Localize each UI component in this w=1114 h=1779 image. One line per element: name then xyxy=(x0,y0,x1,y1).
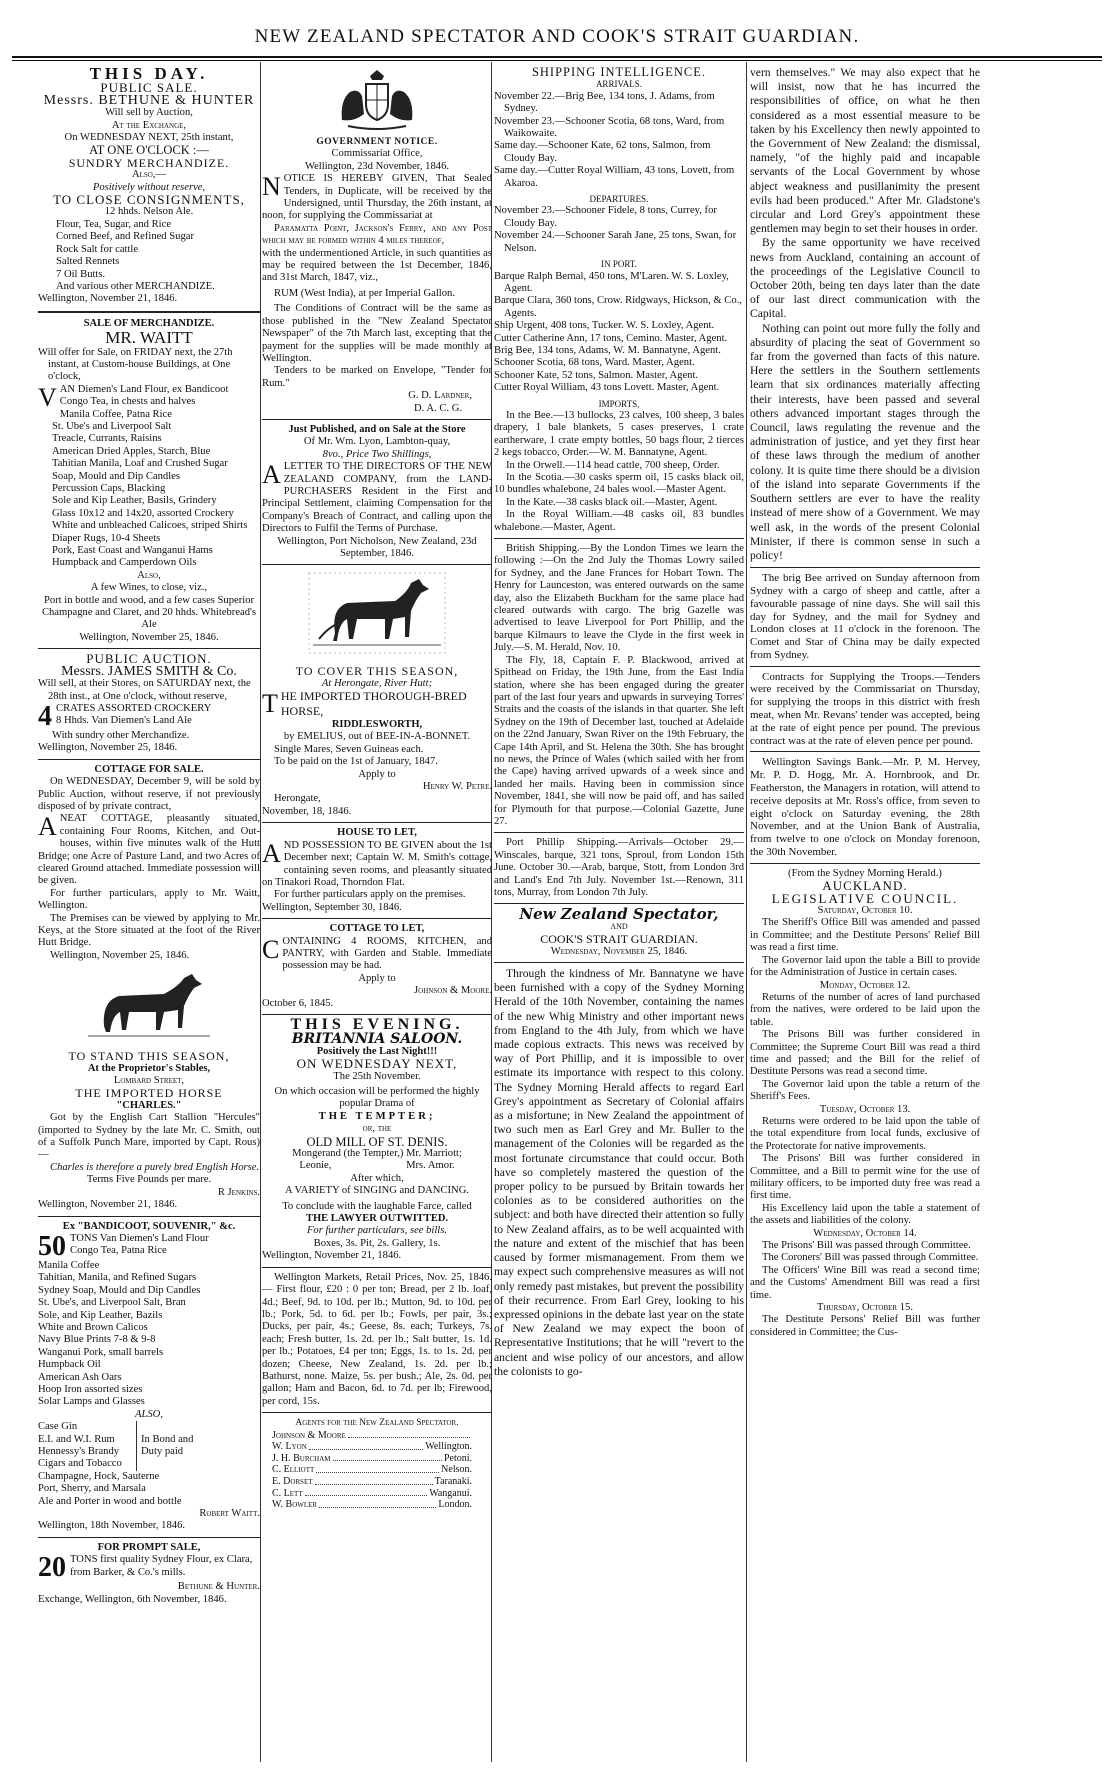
section-heading: LEGISLATIVE COUNCIL. xyxy=(771,890,959,906)
ad-text: 8 Hhds. Van Diemen's Land Ale xyxy=(56,715,192,727)
ad-text: Also,— xyxy=(131,169,167,181)
ad-text: Duty paid xyxy=(141,1446,184,1457)
goods-item: White and Brown Calicos xyxy=(38,1321,148,1333)
divider xyxy=(494,832,744,833)
ad-text: Herongate, xyxy=(274,793,321,805)
ad-text: Also, xyxy=(137,569,161,581)
ad-heading: COTTAGE TO LET, xyxy=(329,923,425,935)
shipping-entry: In the Orwell.—114 head cattle, 700 sheep, Order. xyxy=(506,459,720,471)
ad-text: Charles is therefore a purely bred English Horse. xyxy=(50,1161,260,1173)
ad-text: On which occasion will be performed the highly popular Drama of xyxy=(274,1086,480,1110)
agent-row: E. Dorset Taranaki. xyxy=(272,1475,472,1487)
divider xyxy=(494,903,744,904)
goods-item: St. Ube's, and Liverpool Salt, Bran xyxy=(38,1297,186,1309)
date-line: October 6, 1845. xyxy=(262,997,334,1009)
ad-heading: FOR PROMPT SALE, xyxy=(97,1541,201,1553)
divider xyxy=(750,666,980,667)
ad-text: or, the xyxy=(362,1123,392,1135)
goods-item: White and unbleached Calicoes, striped Shirts xyxy=(52,520,248,532)
horse-illustration xyxy=(84,966,214,1046)
goods-item: Soap, Mould and Dip Candles xyxy=(52,470,180,482)
agent-row: C. Lett Wanganui. xyxy=(272,1487,472,1499)
drop-number: 50 xyxy=(38,1230,66,1262)
divider xyxy=(750,751,980,752)
date-line: Wellington, 18th November, 1846. xyxy=(38,1520,186,1532)
divider xyxy=(750,863,980,864)
masthead: NEW ZEALAND SPECTATOR AND COOK'S STRAIT GUARDIAN. xyxy=(254,26,860,47)
council-paragraph: The Governor laid upon the table a return of the Sheriff's Fees. xyxy=(750,1078,980,1103)
paper-title: New Zealand Spectator, xyxy=(519,905,719,924)
ad-text: Will sell, at their Stores, on SATURDAY next, the 28th inst., at One o'clock, without reserve, xyxy=(38,678,251,702)
ad-text: THE IMPORTED HORSE xyxy=(75,1086,223,1101)
ad-text: A few Wines, to close, viz., xyxy=(90,582,208,594)
ad-text: Leonie, xyxy=(299,1160,332,1172)
ad-text: AT ONE O'CLOCK :— xyxy=(89,143,209,158)
day-heading: Wednesday, October 14. xyxy=(813,1227,917,1239)
goods-item: Tahitian Manila, Loaf and Crushed Sugar xyxy=(52,458,228,470)
signature: D. A. C. G. xyxy=(414,402,462,414)
subheading: DEPARTURES. xyxy=(589,194,649,205)
ad-text: ONTAINING 4 ROOMS, KITCHEN, and PANTRY, with Garden and Stable. Immediate possession may be had. xyxy=(282,935,492,972)
ad-heading: TO STAND THIS SEASON, xyxy=(68,1049,230,1064)
date-line: Wellington, November 21, 1846. xyxy=(38,1199,178,1211)
ad-text: OTICE IS HEREBY GIVEN, That Sealed Tenders, in Duplicate, will be received by the Undersigned, until Thursday, the 26th instant, at noon, for supplying the Commissariat at xyxy=(262,173,492,222)
divider xyxy=(494,962,744,963)
ad-text: OLD MILL OF ST. DENIS. xyxy=(306,1134,448,1149)
council-paragraph: The Prisons' Bill was further considered in Committee, and a Bill to permit wine for the use of military officers, to be imported duty free was read a first time. xyxy=(750,1153,980,1202)
goods-item: Corned Beef, and Refined Sugar xyxy=(56,231,194,243)
drop-cap: V xyxy=(38,382,57,412)
ad-text: A VARIETY of SINGING and DANCING. xyxy=(284,1185,469,1197)
ad-text: Mongerand (the Tempter,) Mr. Marriott; xyxy=(292,1148,462,1160)
goods-item: Flour, Tea, Sugar, and Rice xyxy=(56,218,172,230)
divider xyxy=(262,918,492,919)
shipping-entry: Schooner Scotia, 68 tons, Ward. Master, Agent. xyxy=(494,357,695,369)
horse-name: "CHARLES." xyxy=(116,1099,182,1111)
council-paragraph: The Governor laid upon the table a Bill to provide for the Administration of Justice in certain cases. xyxy=(750,954,980,979)
ad-text: The Premises can be viewed by applying to Mr. Keys, at the Store situated at the foot of the River Hutt Bridge. xyxy=(38,912,260,949)
shipping-entry: Brig Bee, 134 tons, Adams, W. M. Bannatyne, Agent. xyxy=(494,344,721,356)
farce-title: THE LAWYER OUTWITTED. xyxy=(305,1213,449,1225)
day-heading: Monday, October 12. xyxy=(819,979,911,991)
paper-subtitle: COOK'S STRAIT GUARDIAN. xyxy=(540,932,698,947)
goods-item: Congo Tea, Patna Rice xyxy=(70,1245,167,1257)
goods-item: Ale and Porter in wood and bottle xyxy=(38,1495,182,1507)
news-paragraph: The Fly, 18, Captain F. P. Blackwood, arrived at Spithead on Friday, the 19th June, from the East India station, where she has been engaged during the greater part of the last four years and upwards in surveying Torres' Straits and the coasts of the islands in that quarter. She left Sydney on the 19th of December last, touched at Adelaide on the 22nd January, Swan River on the 19th February, the Cape 14th April, and St. Helena the 30th. She has brought no news, the Prince of Wales (which sailed with her from the Cape) having arrived upwards of a week since and landed her mails. Having been in commission since November, 1841, she will now be paid off, and has sailed for Plymouth for that purpose.—Colonial Gazette, June 27. xyxy=(494,654,744,827)
ad-text: ND POSSESSION TO BE GIVEN about the 1st December next; Captain W. M. Smith's cottage, containing seven rooms, and pleasantly situated on Tinakori Road, Thorndon Flat. xyxy=(262,839,492,888)
shipping-entry: In the Bee.—13 bullocks, 23 calves, 100 sheep, 3 bales drapery, 1 bale blankets, 5 cases preserves, 1 crate eartherware, 1 crate empty bottles, 50 bags flour, 2 tierces 2 kegs tobacco, Order.—W. M. Bannatyne, Agent. xyxy=(494,409,744,459)
ad-heading: Agents for the New Zealand Spectator. xyxy=(295,1418,459,1429)
ad-heading: COTTAGE FOR SALE. xyxy=(94,763,204,775)
goods-item: Percussion Caps, Blacking xyxy=(52,483,166,494)
market-prices: Wellington Markets, Retail Prices, Nov. 25, 1846. — First flour, £20 : 0 per ton; Bread, per 2 lb. loaf, 4d.; Beef, 9d. to 10d. per lb.; Mutton, 9d. to 10d. per lb.; Pork, 5d. to 6d. per lb.; Fowls, per pair, 3s.; Ducks, per pair, 4s.; Geese, 8s. each; Turkeys, 7s. each; Fresh butter, 1s. 2d. per lb.; Salt butter, 1s. 1d. per lb.; Potatoes, £4 per ton; Eggs, 1s. to 1s. 2d. per dozen; Cheese, New Zealand, 1s. 2d. per lb.; Bathurst, none. Maize, 5s. per bush.; Ale, 2s. 0d. per gallon; Ham and Bacon, 6d. to 7d. per lb; Firewood, per cord, 15s. xyxy=(262,1271,492,1407)
ad-heading: Just Published, and on Sale at the Store xyxy=(288,423,466,435)
goods-item: Humpback and Camperdown Oils xyxy=(52,557,197,569)
signature: Bethune & Hunter. xyxy=(177,1581,260,1593)
goods-item: Hoop Iron assorted sizes xyxy=(38,1383,143,1395)
ad-text: TO CLOSE CONSIGNMENTS, xyxy=(53,192,245,208)
divider xyxy=(38,311,260,313)
ad-text: Apply to xyxy=(358,972,396,984)
ad-text: Tenders to be marked on Envelope, "Tender for Rum." xyxy=(262,365,492,389)
goods-item: Pork, East Coast and Wanganui Hams xyxy=(52,545,213,557)
news-paragraph: Port Phillip Shipping.—Arrivals—October 29.—Winscales, barque, 321 tons, Sproul, from London 15th June. October 30.—Arab, barque, Stott, from London 3rd and Land's End 7th July. November 1st.—Renown, 311 tons, Murray, from London 7th July. xyxy=(494,837,744,898)
divider xyxy=(262,419,492,420)
goods-item: Manila Coffee, Patna Rice xyxy=(59,408,172,420)
council-paragraph: The Destitute Persons' Relief Bill was further considered in Committee; the Cus- xyxy=(750,1314,980,1338)
goods-item: American Ash Oars xyxy=(38,1371,122,1383)
column-2 xyxy=(262,66,492,1766)
paper-and: AND xyxy=(610,921,628,931)
news-paragraph: Contracts for Supplying the Troops.—Tenders were received by the Commissariat on Thursday, for supplying the troops in this district with fresh meat, when Mr. Revans' tender was accepted, being at the rate of eight pence per pound. The previous contract was at the rate of eleven pence per pound. xyxy=(750,670,980,747)
ad-text: On WEDNESDAY, December 9, will be sold by Public Auction, without reserve, if not previously disposed of by private contract, xyxy=(38,776,260,812)
shipping-entry: Ship Urgent, 408 tons, Tucker. W. S. Loxley, Agent. xyxy=(494,320,715,332)
source-note: (From the Sydney Morning Herald.) xyxy=(788,867,942,879)
divider xyxy=(750,567,980,568)
ad-text: At the Proprietor's Stables, xyxy=(87,1062,211,1074)
day-heading: Saturday, October 10. xyxy=(817,905,913,917)
signature: Robert Waitt. xyxy=(199,1508,260,1520)
ad-heading: PUBLIC AUCTION. xyxy=(86,651,212,667)
divider xyxy=(38,1216,260,1217)
goods-item: And various other MERCHANDIZE. xyxy=(56,280,215,292)
ad-text: Paramatta Point, Jackson's Ferry, and any Post which may be formed within 4 miles thereof, xyxy=(262,222,492,247)
drop-cap: N xyxy=(262,172,281,202)
goods-item: 7 Oil Butts. xyxy=(56,268,106,280)
divider xyxy=(494,538,744,539)
goods-item: E.I. and W.I. Rum xyxy=(38,1433,115,1445)
royal-arms-illustration xyxy=(332,70,422,132)
goods-item: American Dried Apples, Starch, Blue xyxy=(52,445,211,457)
divider xyxy=(262,1412,492,1413)
news-paragraph: The brig Bee arrived on Sunday afternoon from Sydney with a cargo of sheep and cattle, after a favourable passage of nine days. She will sail this day for Sydney, and the mail for Sydney and London closes at 11 o'clock in the forenoon. The Comet and Star of China may be daily expected from Sydney. xyxy=(750,572,980,661)
ad-heading: TO COVER THIS SEASON, xyxy=(295,664,459,679)
ad-text: The 25th November. xyxy=(333,1070,421,1082)
shipping-entry: Same day.—Cutter Royal William, 43 tons, Lovett, from Akaroa. xyxy=(494,165,735,189)
drop-cap: A xyxy=(262,838,281,868)
auctioneers: Messrs. BETHUNE & HUNTER xyxy=(43,92,255,108)
ad-text: RUM (West India), at per Imperial Gallon. xyxy=(274,287,455,299)
drama-title: THE TEMPTER; xyxy=(318,1110,436,1122)
shipping-entry: November 24.—Schooner Sarah Jane, 25 tons, Swan, for Nelson. xyxy=(494,230,737,254)
divider xyxy=(38,1537,260,1538)
council-paragraph: The Officers' Wine Bill was read a second time; and the Customs' Amendment Bill was read a first time. xyxy=(750,1264,980,1301)
column-divider xyxy=(746,62,747,1762)
waitt-heading: MR. WAITT xyxy=(105,328,193,348)
agent-row: W. Bowler London. xyxy=(272,1499,472,1511)
divider xyxy=(38,759,260,760)
paper-date: Wednesday, November 25, 1846. xyxy=(550,945,688,957)
signature: Johnson & Moore. xyxy=(414,985,492,997)
goods-item: Case Gin xyxy=(38,1421,78,1433)
ad-text: TONS Van Diemen's Land Flour xyxy=(70,1232,209,1244)
racehorse-illustration xyxy=(307,569,447,661)
this-day-heading: THIS DAY. xyxy=(89,66,209,83)
date-line: Wellington, November 25, 1846. xyxy=(38,742,178,754)
goods-item: Congo Tea, in chests and halves xyxy=(59,396,196,408)
goods-item: Navy Blue Prints 7-8 & 9-8 xyxy=(38,1334,156,1346)
shipping-entry: November 23.—Schooner Fidele, 8 tons, Currey, for Cloudy Bay. xyxy=(494,205,717,229)
ad-text: Will offer for Sale, on FRIDAY next, the 27th instant, at Custom-house Buildings, at One o'clock, xyxy=(38,346,233,383)
ad-text: Single Mares, Seven Guineas each. xyxy=(274,743,424,755)
goods-item: Salted Rennets xyxy=(56,256,120,268)
ad-text: AN Diemen's Land Flour, ex Bandicoot xyxy=(59,383,229,395)
date-line: Wellington, Port Nicholson, New Zealand, 23d September, 1846. xyxy=(277,535,477,559)
ad-heading: HOUSE TO LET, xyxy=(337,827,417,839)
ad-text: 12 hhds. Nelson Ale. xyxy=(104,206,194,218)
ad-text: To be paid on the 1st of January, 1847. xyxy=(274,756,438,768)
shipping-entry: In the Royal William.—48 casks oil, 83 bundles whalebone.—Master, Agent. xyxy=(494,509,744,533)
editorial-paragraph: Through the kindness of Mr. Bannatyne we have been furnished with a copy of the Sydney Morning Herald of the 10th November, containing the names of the new Whig Ministry and other important news from England to the 4th July, from which we have made copious extracts. This news was received by way of Port Phillip, and it is impossible to over estimate its importance with respect to this colony. The Sydney Morning Herald affects to regard Earl Grey's appointment as Secretary of Colonial affairs as a misfortune; in New Zealand the appointment of two such men as Earl Grey and Mr. Buller to the management of the Colonies will be regarded as the most fortunate circumstance that could occur. Both have so completely mastered the question of the proper policy to be pursued by Britain towards her colonies as to be considered authorities on the subject: and both have directed their attention so fully to New Zealand affairs, as to be well acquainted with the nature and extent of the mischief that has been caused by former mismanagement. From them we may expect such comprehensive measures as will not only remedy past mistakes, but prevent the possibility of their recurrence. From Earl Grey, looking to his expressed opinions in the debate last year on the state of New Zealand we may expect the boon of Representative Institutions; that he will "revert to the ancient and wise policy of our ancestors, and allow the colonists to go- xyxy=(494,967,744,1378)
ad-text: Wellington, 23d November, 1846. xyxy=(304,160,450,172)
signature: Henry W. Petre. xyxy=(422,781,492,793)
smith-heading: Messrs. JAMES SMITH & Co. xyxy=(61,663,237,679)
divider xyxy=(262,1267,492,1268)
date-line: Wellington, November 25, 1846. xyxy=(79,631,219,643)
drop-cap: A xyxy=(262,460,281,490)
editorial-paragraph: By the same opportunity we have received news from Auckland, containing an account of the proceedings of the Legislative Council to October 20th, being ten days later than the date of our last direct communication with the Capital. xyxy=(750,236,980,321)
goods-item: Sole and Kip Leather, Basils, Grindery xyxy=(52,495,217,507)
date-line: Exchange, Wellington, 6th November, 1846. xyxy=(38,1593,227,1605)
drop-cap: T xyxy=(262,689,278,719)
agent-row: Johnson & Moore xyxy=(272,1430,472,1442)
divider xyxy=(262,822,492,823)
shipping-entry: In the Scotia.—30 casks sperm oil, 15 casks black oil, 10 bundles whalebone, 24 bales wool.—Master Agent. xyxy=(494,472,744,496)
signature: G. D. Lardner, xyxy=(408,390,472,402)
agent-row: W. Lyon Wellington. xyxy=(272,1441,472,1453)
ad-text: Will sell by Auction, xyxy=(105,107,193,119)
ad-text: Of Mr. Wm. Lyon, Lambton-quay, xyxy=(303,436,451,448)
ad-text: For further particulars, see bills. xyxy=(306,1225,448,1237)
council-paragraph: The Prisons Bill was further considered in Committee; the Supreme Court Bill was read a third time and passed; and the Bill for the relief of Destitute Persons was read a second time. xyxy=(750,1029,980,1078)
ad-text: LETTER TO THE DIRECTORS OF THE NEW ZEALAND COMPANY, from the LAND-PURCHASERS Resident in the First and Principal Settlement, claiming Compensation for the Company's Breach of Contract, and calling upon the Directors to Fulfil the Terms of Purchase. xyxy=(262,461,492,535)
drop-number: 20 xyxy=(38,1552,66,1584)
subheading: ARRIVALS. xyxy=(595,79,643,90)
ad-text: by EMELIUS, out of BEE-IN-A-BONNET. xyxy=(283,731,471,743)
agent-row: J. H. Burcham Petoni. xyxy=(272,1452,472,1464)
saloon-name: BRITANNIA SALOON. xyxy=(291,1031,463,1048)
ad-text: Mrs. Amor. xyxy=(406,1160,455,1172)
ad-heading: SALE OF MERCHANDIZE. xyxy=(83,317,215,329)
ad-heading: GOVERNMENT NOTICE. xyxy=(316,137,438,147)
news-paragraph: Wellington Savings Bank.—Mr. P. M. Hervey, Mr. P. D. Hogg, Mr. A. Hornbrook, and Dr. Featherston, the Managers in rotation, will attend to receive deposits at Mr. Ross's office, from seven to eight o'clock on Saturday evening, the 28th November, and at the Union Bank of Australia, from twelve to one o'clock on Monday forenoon, the 30th November. xyxy=(750,756,980,859)
ad-heading: Ex "BANDICOOT, SOUVENIR," &c. xyxy=(62,1220,236,1232)
goods-item: St. Ube's and Liverpool Salt xyxy=(52,420,172,432)
council-paragraph: The Coroners' Bill was passed through Committee. xyxy=(762,1252,979,1264)
ad-text: For further particulars apply on the premises. xyxy=(274,889,466,901)
goods-item: Rock Salt for cattle xyxy=(56,243,139,255)
goods-item: Wanganui Pork, small barrels xyxy=(38,1346,164,1358)
editorial-paragraph: Nothing can point out more fully the folly and absurdity of placing the seat of Government so far from the governed than facts of this nature. Here the settlers in the Southern settlements learn that six ordinances materially affecting their interests, have been passed and several others advanced important stages through the Council, laws regulating the revenue and the administration of justice, and yet they first hear of these laws through the medium of another colony. It is quite time there should be a division of the island into separate Governments if the Southern settlers are ever to have the reality instead of mere show of a Government. We may well ask, in the words of the present Colonial Minister, if there is common sense in such a policy! xyxy=(750,321,980,562)
ad-text: At the Exchange, xyxy=(111,119,187,131)
section-heading: AUCKLAND. xyxy=(822,878,908,894)
signature: R Jenkins. xyxy=(217,1186,260,1198)
section-heading: SHIPPING INTELLIGENCE. xyxy=(531,66,707,79)
council-paragraph: Returns were ordered to be laid upon the table of the total expenditure from local funds, exclusive of the Protectorate for native improvements. xyxy=(750,1115,980,1152)
news-paragraph: British Shipping.—By the London Times we learn the following :—On the 2nd July the Thomas Lowry sailed for Sydney, and the Jane Frances for Hobart Town. The Henry for Launceston, was entered outwards on the same day, also the Elizabeth Buckham for the same place had cleared outwards with cargo. The brig Gazelle was advertised to leave Liverpool for Port Phillip, and the barque Kilmaurs to leave the Clyde in the first week in July.—S. M. Herald, Nov. 10. xyxy=(494,543,744,654)
ad-text: 8vo., Price Two Shillings, xyxy=(322,448,432,460)
ad-text: NEAT COTTAGE, pleasantly situated, containing Four Rooms, Kitchen, and Out-houses, within five minutes walk of the Hutt Bridge; one Acre of Pasture Land, and two Acres of cleared Ground attached. Immediate possession will be given. xyxy=(38,813,260,887)
shipping-entry: Schooner Kate, 52 tons, Salmon. Master, Agent. xyxy=(494,369,699,381)
shipping-entry: November 23.—Schooner Scotia, 68 tons, Ward, from Waikowaite. xyxy=(494,115,725,140)
council-paragraph: The Prisons' Bill was passed through Committee. xyxy=(762,1240,971,1252)
date-line: Wellington, November 21, 1846. xyxy=(262,1250,402,1262)
ad-text: with the undermentioned Article, in such quantities as may be required between the 1st December, 1846, and 31st March, 1847, viz., xyxy=(262,247,492,284)
shipping-entry: Barque Ralph Bernal, 450 tons, M'Laren. W. S. Loxley, Agent. xyxy=(494,270,729,294)
shipping-entry: November 22.—Brig Bee, 134 tons, J. Adams, from Sydney. xyxy=(494,90,715,115)
date-line: Wellington, September 30, 1846. xyxy=(262,901,402,913)
shipping-entry: In the Kate.—38 casks black oil.—Master, Agent. xyxy=(506,496,718,508)
date-line: Wellington, November 21, 1846. xyxy=(38,293,178,305)
goods-item: Champagne, Hock, Sauterne xyxy=(38,1470,160,1482)
editorial-paragraph: vern themselves." We may also expect that he will insist, now that he has incurred the responsibilities of office, on what he then considered as a most essential measure to be taken by his Excellency then newly appointed to the Government of New Zealand: the dismissal, namely, "of the highly paid and incapable servants of the Local Government by whose abject weakness and pusillanimity the present evils had been produced." After Mr. Gladstone's circular and Lord Grey's appointment these gentlemen may begin to set their houses in order. xyxy=(750,66,980,236)
ad-text: In Bond and xyxy=(141,1433,194,1445)
subheading: IMPORTS, xyxy=(598,398,640,409)
column-4 xyxy=(750,66,980,1766)
ad-text: HE IMPORTED THOROUGH-BRED HORSE, xyxy=(280,689,467,718)
goods-item: Port, Sherry, and Marsala xyxy=(38,1483,146,1495)
ad-text: ON WEDNESDAY NEXT, xyxy=(296,1056,458,1072)
column-1 xyxy=(38,66,260,1766)
agent-row: C. Elliott Nelson. xyxy=(272,1464,472,1476)
ad-text: After which, xyxy=(350,1172,404,1184)
ad-text: Terms Five Pounds per mare. xyxy=(86,1174,212,1186)
divider xyxy=(262,1014,492,1015)
goods-item: Hennessy's Brandy xyxy=(38,1446,120,1457)
shipping-entry: Same day.—Schooner Kate, 62 tons, Salmon, from Cloudy Bay. xyxy=(494,140,711,164)
ad-text: On WEDNESDAY NEXT, 25th instant, xyxy=(64,132,234,144)
council-paragraph: The Sheriff's Office Bill was amended and passed in Committee; and the Destitute Persons' Relief Bill was read a first time. xyxy=(750,917,980,954)
shipping-entry: Cutter Royal William, 43 tons Lovett. Master, Agent. xyxy=(494,382,720,394)
masthead-rule xyxy=(12,56,1102,61)
subheading: IN PORT. xyxy=(601,259,637,270)
public-sale-heading: PUBLIC SALE. xyxy=(100,80,198,96)
ad-text: Positively the Last Night!!! xyxy=(316,1045,438,1057)
column-divider xyxy=(260,62,261,1762)
council-paragraph: Returns of the number of acres of land purchased from the natives, were ordered to be laid upon the table. xyxy=(750,991,980,1028)
ad-text: To conclude with the laughable Farce, called xyxy=(282,1200,472,1212)
ad-text: ALSO, xyxy=(135,1408,163,1420)
date-line: November, 18, 1846. xyxy=(262,805,352,817)
ad-text: With sundry other Merchandize. xyxy=(52,729,190,741)
goods-item: Solar Lamps and Glasses xyxy=(38,1396,145,1408)
ad-text: Boxes, 3s. Pit, 2s. Gallery, 1s. xyxy=(313,1237,441,1249)
drop-number: 4 xyxy=(38,700,52,732)
shipping-entry: Cutter Catherine Ann, 17 tons, Cemino. Master, Agent. xyxy=(494,332,728,344)
ad-text: For further particulars, apply to Mr. Waitt, Wellington. xyxy=(38,887,260,912)
ad-text: SUNDRY MERCHANDIZE. xyxy=(68,155,230,170)
day-heading: Tuesday, October 13. xyxy=(819,1103,911,1115)
ad-text: CRATES ASSORTED CROCKERY xyxy=(56,702,212,714)
this-evening-heading: THIS EVENING. xyxy=(290,1015,464,1033)
date-line: Wellington, November 25, 1846. xyxy=(50,949,190,961)
divider xyxy=(38,648,260,649)
column-3 xyxy=(494,66,744,1766)
goods-item: Glass 10x12 and 14x20, assorted Crockery xyxy=(52,507,234,519)
goods-item: Cigars and Tobacco xyxy=(38,1458,122,1470)
ad-text: Positively without reserve, xyxy=(92,181,206,193)
ad-text: At Herongate, River Hutt; xyxy=(321,677,433,689)
council-paragraph: His Excellency laid upon the table a statement of the assets and liabilities of the colony. xyxy=(750,1202,980,1227)
ad-text: TONS first quality Sydney Flour, ex Clara, from Barker, & Co.'s mills. xyxy=(70,1554,253,1578)
goods-item: Sydney Soap, Mould and Dip Candles xyxy=(38,1284,201,1296)
goods-item: Sole, and Kip Leather, Bazils xyxy=(38,1309,163,1321)
goods-item: Manila Coffee xyxy=(38,1259,100,1271)
ad-text: Port in bottle and wood, and a few cases Superior Champagne and Claret, and 20 hhds. Whitebread's Ale xyxy=(41,594,257,631)
ad-text: The Conditions of Contract will be the same as those published in the "New Zealand Spectator Newspaper" of the 7th March last, excepting that the payment for the supplies will be made monthly at Wellington. xyxy=(262,303,492,364)
ad-text: Lombard Street, xyxy=(113,1075,185,1087)
ad-text: Got by the English Cart Stallion "Hercules" (imported to Sydney by the late Mr. C. Smith, out of a Suffolk Punch Mare, imported by Capt. Rous)— xyxy=(38,1112,260,1161)
shipping-entry: Barque Clara, 360 tons, Crow. Ridgways, Hickson, & Co., Agents. xyxy=(494,295,742,319)
day-heading: Thursday, October 15. xyxy=(817,1302,913,1314)
goods-item: Humpback Oil xyxy=(38,1359,101,1371)
goods-item: Diaper Rugs, 10-4 Sheets xyxy=(52,532,161,544)
drop-cap: A xyxy=(38,812,57,842)
ad-text: Apply to xyxy=(358,768,396,780)
drop-cap: C xyxy=(262,934,280,964)
ad-text: Commissariat Office, xyxy=(331,148,423,160)
goods-item: Tahitian, Manila, and Refined Sugars xyxy=(38,1272,197,1284)
divider xyxy=(262,564,492,565)
horse-name: RIDDLESWORTH, xyxy=(331,719,423,731)
goods-item: Treacle, Currants, Raisins xyxy=(52,433,162,445)
